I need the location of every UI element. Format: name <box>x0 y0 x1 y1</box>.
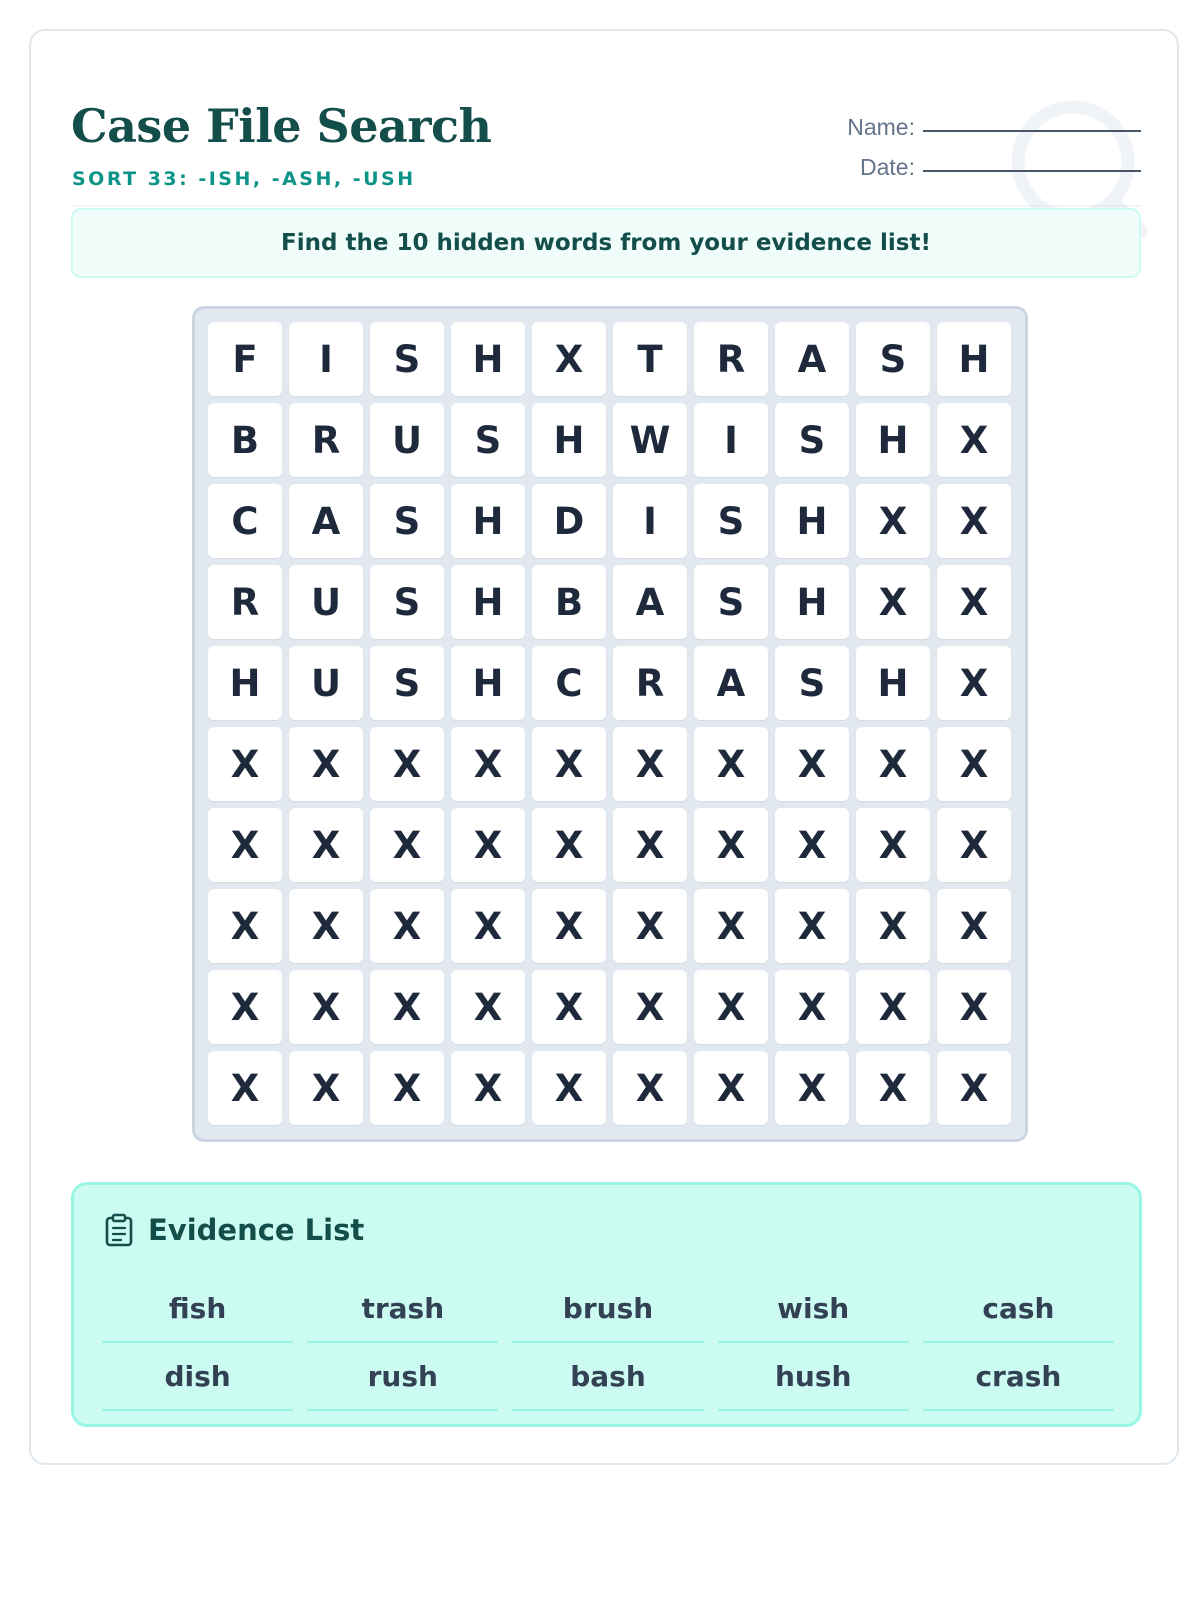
grid-cell[interactable]: S <box>370 565 444 639</box>
grid-cell[interactable]: S <box>370 322 444 396</box>
grid-cell[interactable]: X <box>856 727 930 801</box>
grid-cell[interactable]: S <box>775 403 849 477</box>
grid-cell[interactable]: A <box>775 322 849 396</box>
grid-cell[interactable]: X <box>937 1051 1011 1125</box>
grid-cell[interactable]: X <box>694 727 768 801</box>
grid-cell[interactable]: C <box>208 484 282 558</box>
grid-cell[interactable]: X <box>856 808 930 882</box>
grid-cell[interactable]: S <box>694 484 768 558</box>
grid-cell[interactable]: X <box>532 970 606 1044</box>
grid-cell[interactable]: A <box>694 646 768 720</box>
grid-cell[interactable]: X <box>289 808 363 882</box>
grid-cell[interactable]: X <box>856 889 930 963</box>
grid-cell[interactable]: R <box>613 646 687 720</box>
word-search-grid <box>192 306 1028 1142</box>
evidence-word: trash <box>307 1275 498 1343</box>
grid-cell[interactable]: H <box>451 484 525 558</box>
grid-cell[interactable]: H <box>775 565 849 639</box>
evidence-word: dish <box>102 1343 293 1411</box>
grid-cell[interactable]: X <box>532 322 606 396</box>
evidence-word: rush <box>307 1343 498 1411</box>
grid-cell[interactable]: X <box>937 970 1011 1044</box>
student-fields <box>831 101 1141 181</box>
grid-cell[interactable]: X <box>208 1051 282 1125</box>
evidence-list-header <box>104 1213 364 1247</box>
grid-cell[interactable]: X <box>694 808 768 882</box>
evidence-list-panel <box>71 1182 1142 1427</box>
grid-cell[interactable]: X <box>937 565 1011 639</box>
grid-cell[interactable]: R <box>208 565 282 639</box>
date-field[interactable] <box>923 170 1141 172</box>
grid-cell[interactable]: H <box>208 646 282 720</box>
grid-cell[interactable]: X <box>370 970 444 1044</box>
evidence-word: crash <box>923 1343 1114 1411</box>
grid-cell[interactable]: X <box>208 889 282 963</box>
grid-cell[interactable]: X <box>208 808 282 882</box>
grid-cell[interactable]: D <box>532 484 606 558</box>
grid-cell[interactable]: S <box>370 646 444 720</box>
evidence-word: fish <box>102 1275 293 1343</box>
grid-cell[interactable]: I <box>613 484 687 558</box>
grid-cell[interactable]: H <box>937 322 1011 396</box>
clipboard-icon <box>104 1213 134 1247</box>
evidence-list-title: Evidence List <box>148 1213 365 1247</box>
date-row <box>831 141 1141 181</box>
grid-cell[interactable]: X <box>613 1051 687 1125</box>
evidence-word-list <box>102 1275 1114 1411</box>
grid-cell[interactable]: U <box>289 565 363 639</box>
grid-cell[interactable]: X <box>451 808 525 882</box>
grid-cell[interactable]: S <box>694 565 768 639</box>
grid-cell[interactable]: X <box>370 727 444 801</box>
grid-cell[interactable]: X <box>775 727 849 801</box>
grid-cell[interactable]: X <box>937 646 1011 720</box>
grid-cell[interactable]: I <box>289 322 363 396</box>
grid-cell[interactable]: S <box>775 646 849 720</box>
grid-cell[interactable]: X <box>208 970 282 1044</box>
grid-cell[interactable]: X <box>370 889 444 963</box>
evidence-word: bash <box>512 1343 703 1411</box>
evidence-word: brush <box>512 1275 703 1343</box>
grid-cell[interactable]: X <box>613 889 687 963</box>
grid-cell[interactable]: X <box>532 727 606 801</box>
grid-cell[interactable]: X <box>856 970 930 1044</box>
grid-cell[interactable]: X <box>775 970 849 1044</box>
grid-cell[interactable]: X <box>208 727 282 801</box>
date-label: Date: <box>860 154 915 180</box>
grid-cell[interactable]: C <box>532 646 606 720</box>
grid-cell[interactable]: A <box>289 484 363 558</box>
name-row <box>831 101 1141 141</box>
grid-cell[interactable]: S <box>370 484 444 558</box>
grid-cell[interactable]: X <box>856 565 930 639</box>
grid-cell[interactable]: X <box>451 1051 525 1125</box>
grid-cell[interactable]: X <box>937 889 1011 963</box>
grid-cell[interactable]: X <box>289 1051 363 1125</box>
worksheet-header <box>71 71 1141 207</box>
grid-cell[interactable]: R <box>289 403 363 477</box>
grid-cell[interactable]: X <box>289 727 363 801</box>
grid-cell[interactable]: S <box>856 322 930 396</box>
grid-cell[interactable]: H <box>451 565 525 639</box>
grid-cell[interactable]: X <box>856 484 930 558</box>
grid-cell[interactable]: H <box>775 484 849 558</box>
grid-cell[interactable]: X <box>370 1051 444 1125</box>
grid-cell[interactable]: X <box>613 727 687 801</box>
grid-cell[interactable]: F <box>208 322 282 396</box>
grid-cell[interactable]: T <box>613 322 687 396</box>
grid-cell[interactable]: X <box>775 889 849 963</box>
grid-cell[interactable]: B <box>532 565 606 639</box>
grid-cell[interactable]: X <box>532 1051 606 1125</box>
worksheet <box>29 29 1179 1465</box>
grid-cell[interactable]: X <box>937 484 1011 558</box>
grid-cell[interactable]: W <box>613 403 687 477</box>
grid-cell[interactable]: X <box>613 970 687 1044</box>
grid-cell[interactable]: X <box>451 727 525 801</box>
name-label: Name: <box>847 114 915 140</box>
grid-cell[interactable]: X <box>532 808 606 882</box>
grid-cell[interactable]: X <box>775 808 849 882</box>
grid-cell[interactable]: H <box>451 646 525 720</box>
grid-cell[interactable]: H <box>451 322 525 396</box>
grid-cell[interactable]: X <box>694 970 768 1044</box>
grid-cell[interactable]: X <box>532 889 606 963</box>
grid-cell[interactable]: X <box>289 970 363 1044</box>
evidence-word: hush <box>718 1343 909 1411</box>
grid-cell[interactable]: X <box>694 1051 768 1125</box>
name-field[interactable] <box>923 130 1141 132</box>
grid-cell[interactable]: X <box>613 808 687 882</box>
grid-cell[interactable]: H <box>856 646 930 720</box>
grid-cell[interactable]: X <box>694 889 768 963</box>
sort-subtitle: SORT 33: -ISH, -ASH, -USH <box>72 168 416 190</box>
grid-cell[interactable]: X <box>856 1051 930 1125</box>
grid-cell[interactable]: R <box>694 322 768 396</box>
page-title: Case File Search <box>71 99 492 153</box>
grid-cell[interactable]: X <box>775 1051 849 1125</box>
grid-cell[interactable]: B <box>208 403 282 477</box>
grid-cell[interactable]: X <box>370 808 444 882</box>
instruction-banner: Find the 10 hidden words from your evidence list! <box>71 208 1141 278</box>
grid-cell[interactable]: X <box>451 889 525 963</box>
grid-cell[interactable]: X <box>451 970 525 1044</box>
evidence-word: wish <box>718 1275 909 1343</box>
grid-cell[interactable]: X <box>937 403 1011 477</box>
grid-cell[interactable]: U <box>370 403 444 477</box>
evidence-word: cash <box>923 1275 1114 1343</box>
grid-cell[interactable]: X <box>937 727 1011 801</box>
grid-cell[interactable]: I <box>694 403 768 477</box>
grid-cell[interactable]: U <box>289 646 363 720</box>
grid-cell[interactable]: X <box>289 889 363 963</box>
grid-cell[interactable]: S <box>451 403 525 477</box>
grid-cell[interactable]: A <box>613 565 687 639</box>
grid-cell[interactable]: H <box>856 403 930 477</box>
grid-cell[interactable]: H <box>532 403 606 477</box>
grid-cell[interactable]: X <box>937 808 1011 882</box>
